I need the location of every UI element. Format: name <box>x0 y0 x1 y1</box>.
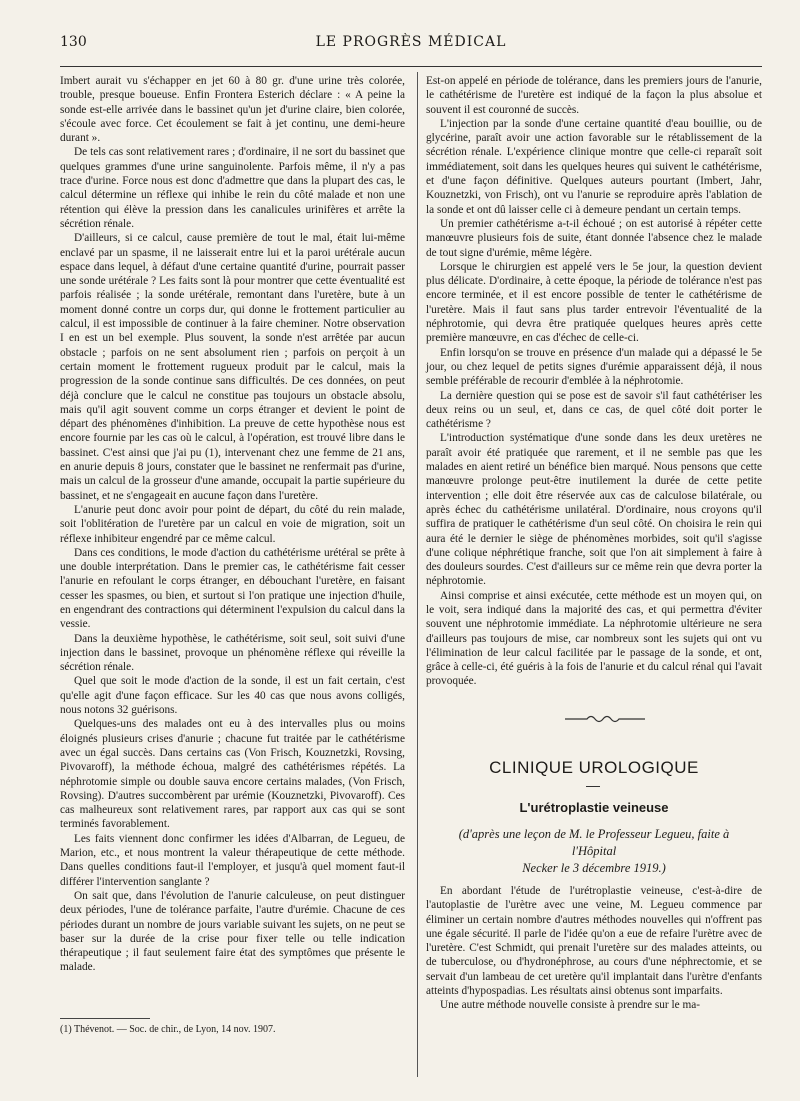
left-column <box>60 74 405 975</box>
right-column <box>426 74 762 689</box>
paragraph: Quel que soit le mode d'action de la sonde, il est un fait certain, c'est qu'elle agit d'une façon efficace. Sur les 40 cas que nous avons colligés, nous notons 32 guérisons. <box>60 675 405 717</box>
paragraph: Dans ces conditions, le mode d'action du cathétérisme urétéral se prête à une double interprétation. Dans le premier cas, le cathétérisme fait cesser l'anurie en refoulant le corps étranger, en débouchant l'uretère, en faisant cesser les spasmes, ou bien, et surtout si l'on pratique une injection d'huile, en engendrant des contractions qui déterminent l'expulsion du calcul dans la vessie. <box>60 546 405 631</box>
paragraph: En abordant l'étude de l'urétroplastie veineuse, c'est-à-dire de l'autoplastie de l'urètre avec une veine, M. Legueu commence par éliminer un certain nombre d'autres méthodes nouvelles qui n'offrent pas une égale sécurité. Il parle de l'idée qu'on a eue de refaire l'urètre avec de l'uretère. C'est Schmidt, qui prenait l'uretère sur des malades atteints, ou de tuberculose, ou d'hydronéphrose, au cours d'une néphrectomie, et se servait d'un lambeau de cet uretère qu'il implantait dans l'urètre d'enfants atteints d'hypospadias. Les résultats ainsi obtenus sont imparfaits. <box>426 885 762 998</box>
subtitle-line: (d'après une leçon de M. le Professeur Legueu, faite à l'Hôpital <box>458 827 730 858</box>
footnote-rule <box>60 1018 150 1019</box>
section-title: CLINIQUE UROLOGIQUE <box>489 758 699 777</box>
paragraph: Est-on appelé en période de tolérance, dans les premiers jours de l'anurie, le cathétérisme de l'uretère est indiqué de la façon la plus absolue et souvent il est couronné de succès. <box>426 75 762 116</box>
page-header <box>60 30 762 54</box>
page-number: 130 <box>60 34 87 50</box>
paragraph: L'anurie peut donc avoir pour point de départ, du côté du rein malade, soit l'oblitération de l'uretère par un calcul en voie de migration, soit un réflexe inhibiteur engendré par ce même calcul. <box>60 503 405 545</box>
header-rule <box>60 66 762 67</box>
paragraph: Quelques-uns des malades ont eu à des intervalles plus ou moins éloignés plusieurs crises d'anurie ; chacune fut traitée par le cathétérisme avec un égal succès. Dans certains cas (Von Frisch, Kouznetzki, Rovsing, Pivovaroff), la méthode échoua, malgré des cathétérismes répétés. La néphrotomie simple ou double sauva encore certains malades, (Von Frisch, Rovsing). D'autres succombèrent par urémie (Kouznetzki, Pivovaroff). Ces cas malheureux sont relativement rares, par rapport aux cas qui se sont terminés favorablement. <box>60 718 405 831</box>
section-dash <box>586 786 600 787</box>
paragraph: Lorsque le chirurgien est appelé vers le 5e jour, la question devient plus délicate. D'ordinaire, à cette époque, la période de tolérance n'est pas encore terminée, et il est encore possible de tenter le cathétérisme de l'uretère. Mais il faut sans plus tarder entrevoir l'éventualité de la néphrotomie, qui devra être pratiquée quelques heures après cette première manœuvre, en cas d'échec de celle-ci. <box>426 260 762 345</box>
paragraph: Les faits viennent donc confirmer les idées d'Albarran, de Legueu, de Marion, etc., et nous montrent la valeur thérapeutique de cette méthode. Dans quelles conditions faut-il l'employer, et jusqu'à quel moment faut-il différer l'intervention sanglante ? <box>60 832 405 888</box>
paragraph: L'injection par la sonde d'une certaine quantité d'eau bouillie, ou de glycérine, paraît avoir une action favorable sur le rétablissement de la sécrétion rénale. L'expérience clinique montre que celle-ci reparaît soit immédiatement, soit dans les quelques heures qui suivent le cathétérisme, et d'une façon définitive. Quelques auteurs pourtant (Imbert, Jahr, Kouznetzki, von Frisch), ont vu l'anurie se reproduire après l'ablation de la sonde et ont dû laisser celle ci à demeure pendant un certain temps. <box>426 117 762 216</box>
column-divider <box>417 72 418 1077</box>
paragraph: Dans la deuxième hypothèse, le cathétérisme, soit seul, soit suivi d'une injection dans le bassinet, provoque un phénomène réflexe qui réveille la sécrétion rénale. <box>60 632 405 674</box>
paragraph: Une autre méthode nouvelle consiste à prendre sur le ma- <box>440 999 701 1012</box>
paragraph: Enfin lorsqu'on se trouve en présence d'un malade qui a dépassé le 5e jour, ou chez lequel de petits signes d'urémie apparaissent déjà, il nous semble préférable de recourir d'emblée à la néphrotomie. <box>426 346 762 388</box>
paragraph: Imbert aurait vu s'échapper en jet 60 à 80 gr. d'une urine très colorée, trouble, presque boueuse. Enfin Frontera Esterich déclare : « A peine la sonde est-elle arrivée dans le bassinet qu'un jet d'urine claire, bien colorée, s'écoule avec force. Cet écoulement se fait à jet continu, une demi-heure durant ». <box>60 75 405 145</box>
paragraph: L'introduction systématique d'une sonde dans les deux uretères ne paraît avoir été pratiquée que rarement, et il ne semble pas que les malades en aient retiré un bénéfice bien marqué. Nous pensons que cette manœuvre prolonge peut-être inutilement la durée de cette petite intervention ; elle doit être réservée aux cas de calculose bilatérale, ou après échec du cathétérisme unilatéral. D'ordinaire, nous croyons qu'il suffira de pratiquer le cathétérisme d'un seul côté. On choisira le rein qui aura été le dernier le siège de phénomènes morbides, soit qu'il s'agisse d'une colique néphrétique franche, soit que l'on ait simplement à faire à des douleurs sourdes. C'est d'ailleurs sur ce même rein que devra porter la néphrotomie. <box>426 432 762 588</box>
journal-title: LE PROGRÈS MÉDICAL <box>315 34 507 50</box>
article-body <box>426 884 762 1013</box>
article-subtitle <box>436 826 752 877</box>
paragraph: D'ailleurs, si ce calcul, cause première de tout le mal, était lui-même enclavé par un spasme, il ne laisserait entre lui et la paroi urétérale aucun espace dans lequel, à défaut d'une certaine quantité d'urine, pourrait passer une sonde urétérale ? Les faits sont là pour montrer que cette éventualité est parfois réalisée ; la sonde urétérale, remontant dans l'uretère, bute à un moment donné contre un corps dur, qui donne le frottement particulier au calcul, il est impossible de continuer à la faire cheminer. Notre observation I en est un bel exemple. Plus souvent, la sonde n'est arrêtée par aucun obstacle ; parfois on ne sent absolument rien ; parfois on perçoit à un certain moment le frottement rugueux produit par le calcul, mais la progression de la sonde continue sans difficultés. De ces données, on peut déjà conclure que le calcul ne constitue pas toujours un obstacle absolu, mais qu'il agit souvent comme un corps étranger et devient le point de départ des phénomènes d'inhibition. La preuve de cette hypothèse nous est encore fournie par les cas où le calcul, à l'opération, est trouvé libre dans le bassinet. C'est ainsi que j'ai pu (1), intervenant chez une femme de 21 ans, en anurie depuis 8 jours, constater que le bassinet ne renfermait pas d'urine, mais un calcul de la grosseur d'une amande, occupait la partie supérieure du bassinet, et ne s'engageait en aucune façon dans l'uretère. <box>60 232 405 502</box>
paragraph: De tels cas sont relativement rares ; d'ordinaire, il ne sort du bassinet que quelques grammes d'une urine sanguinolente. Parfois même, il n'y a pas trace d'urine. Force nous est donc d'admettre que dans la plupart des cas, le calcul détermine un réflexe qui inhibe le rein du côté malade et non une rétention qui élève la pression dans les canalicules urinifères et arrête la sécrétion rénale. <box>60 146 405 230</box>
paragraph: Un premier cathétérisme a-t-il échoué ; on est autorisé à répéter cette manœuvre plusieurs fois de suite, étant donnée l'absence chez le malade de tout signe d'urémie, même légère. <box>426 217 762 259</box>
wavy-separator-icon <box>565 712 645 726</box>
footnote: (1) Thévenot. — Soc. de chir., de Lyon, 14 nov. 1907. <box>60 1024 276 1035</box>
article-title: L'urétroplastie veineuse <box>519 800 669 815</box>
paragraph: La dernière question qui se pose est de savoir s'il faut cathétériser les deux reins ou un seul, et, dans ce cas, de quel côté doit porter le cathétérisme ? <box>426 389 762 431</box>
subtitle-line: Necker le 3 décembre 1919.) <box>522 861 666 875</box>
paragraph: Ainsi comprise et ainsi exécutée, cette méthode est un moyen qui, on le voit, sera indiqué dans la majorité des cas, et qui permettra d'éviter souvent une néphrotomie immédiate. La néphrotomie ultérieure ne sera d'ailleurs pas toujours de mise, car nombreux sont les sujets qui ont vu l'élimination de leur calcul facilitée par le passage de la sonde, et ont, grâce à celle-ci, été guéris à la fois de l'anurie et du calcul rénal qui l'avait provoquée. <box>426 589 762 688</box>
paragraph: On sait que, dans l'évolution de l'anurie calculeuse, on peut distinguer deux périodes, l'une de tolérance parfaite, l'autre d'urémie. Chacune de ces périodes durant un nombre de jours variable suivant les sujets, on ne peut se baser sur la durée de la crise pour fixer telle ou telle indication thérapeutique ; il faut seulement faire état des symptômes que présente le malade. <box>60 889 405 974</box>
